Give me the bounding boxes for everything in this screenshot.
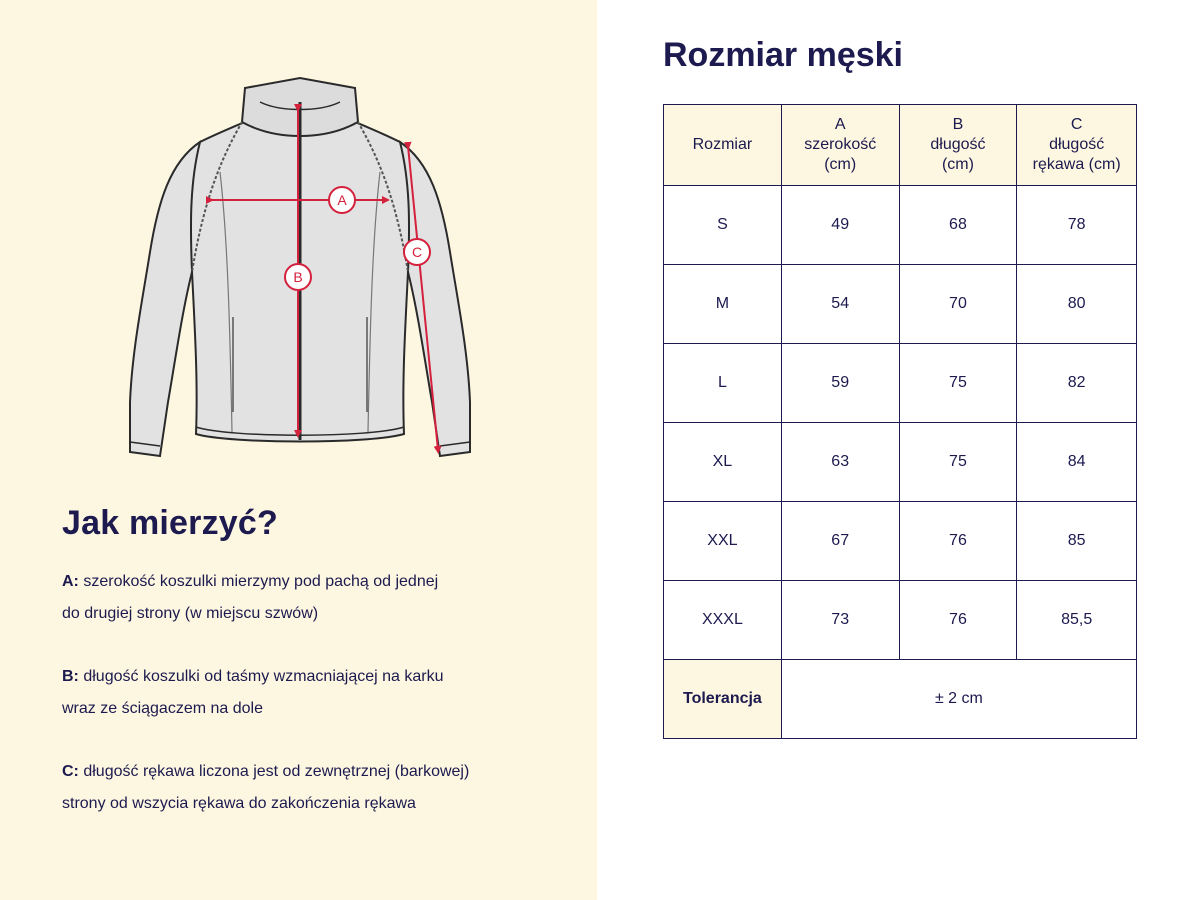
instruction-text: długość rękawa liczona jest od zewnętrznej (barkowej) bbox=[83, 763, 470, 780]
cell-a: 49 bbox=[781, 186, 899, 265]
cell-c: 85,5 bbox=[1017, 581, 1137, 660]
table-row bbox=[664, 344, 1137, 423]
howto-title: Jak mierzyć? bbox=[62, 504, 278, 542]
table-row bbox=[664, 423, 1137, 502]
cell-b: 70 bbox=[899, 265, 1017, 344]
cell-size: M bbox=[664, 265, 782, 344]
tolerance-label: Tolerancja bbox=[664, 660, 782, 739]
table-row bbox=[664, 265, 1137, 344]
table-row bbox=[664, 186, 1137, 265]
cell-size: XL bbox=[664, 423, 782, 502]
cell-b: 76 bbox=[899, 502, 1017, 581]
instruction-c bbox=[62, 756, 582, 820]
cell-a: 73 bbox=[781, 581, 899, 660]
svg-text:B: B bbox=[293, 269, 303, 285]
table-row bbox=[664, 581, 1137, 660]
cell-c: 80 bbox=[1017, 265, 1137, 344]
cell-c: 82 bbox=[1017, 344, 1137, 423]
table-row bbox=[664, 502, 1137, 581]
cell-c: 78 bbox=[1017, 186, 1137, 265]
cell-c: 85 bbox=[1017, 502, 1137, 581]
instruction-text: strony od wszycia rękawa do zakończenia rękawa bbox=[62, 795, 416, 812]
cell-size: XXXL bbox=[664, 581, 782, 660]
cell-b: 75 bbox=[899, 344, 1017, 423]
instruction-text: szerokość koszulki mierzymy pod pachą od jednej bbox=[83, 573, 439, 590]
instruction-text: długość koszulki od taśmy wzmacniającej na karku bbox=[83, 668, 444, 685]
header-c: C długość rękawa (cm) bbox=[1017, 105, 1137, 186]
instruction-a bbox=[62, 566, 582, 630]
cell-b: 68 bbox=[899, 186, 1017, 265]
cell-size: L bbox=[664, 344, 782, 423]
cell-c: 84 bbox=[1017, 423, 1137, 502]
left-panel bbox=[0, 0, 597, 900]
tolerance-row bbox=[664, 660, 1137, 739]
instruction-key: B: bbox=[62, 668, 79, 685]
cell-a: 67 bbox=[781, 502, 899, 581]
jacket-illustration bbox=[120, 72, 480, 467]
size-chart-title: Rozmiar męski bbox=[663, 36, 903, 74]
cell-a: 54 bbox=[781, 265, 899, 344]
instruction-b bbox=[62, 661, 582, 725]
cell-b: 75 bbox=[899, 423, 1017, 502]
marker-a bbox=[329, 187, 355, 213]
left-sleeve bbox=[130, 142, 200, 456]
cell-a: 59 bbox=[781, 344, 899, 423]
size-table bbox=[663, 104, 1137, 739]
header-b: B długość (cm) bbox=[899, 105, 1017, 186]
tolerance-value: ± 2 cm bbox=[781, 660, 1136, 739]
instruction-key: A: bbox=[62, 573, 79, 590]
cell-b: 76 bbox=[899, 581, 1017, 660]
right-sleeve bbox=[400, 142, 470, 456]
cell-size: XXL bbox=[664, 502, 782, 581]
header-size: Rozmiar bbox=[664, 105, 782, 186]
marker-b bbox=[285, 264, 311, 290]
svg-text:C: C bbox=[411, 244, 423, 260]
instructions-list bbox=[62, 566, 582, 851]
instruction-key: C: bbox=[62, 763, 79, 780]
cell-size: S bbox=[664, 186, 782, 265]
header-a: A szerokość (cm) bbox=[781, 105, 899, 186]
svg-text:A: A bbox=[337, 192, 347, 208]
marker-c bbox=[404, 239, 430, 265]
table-header-row bbox=[664, 105, 1137, 186]
instruction-text: do drugiej strony (w miejscu szwów) bbox=[62, 605, 319, 622]
instruction-text: wraz ze ściągaczem na dole bbox=[62, 700, 263, 717]
cell-a: 63 bbox=[781, 423, 899, 502]
